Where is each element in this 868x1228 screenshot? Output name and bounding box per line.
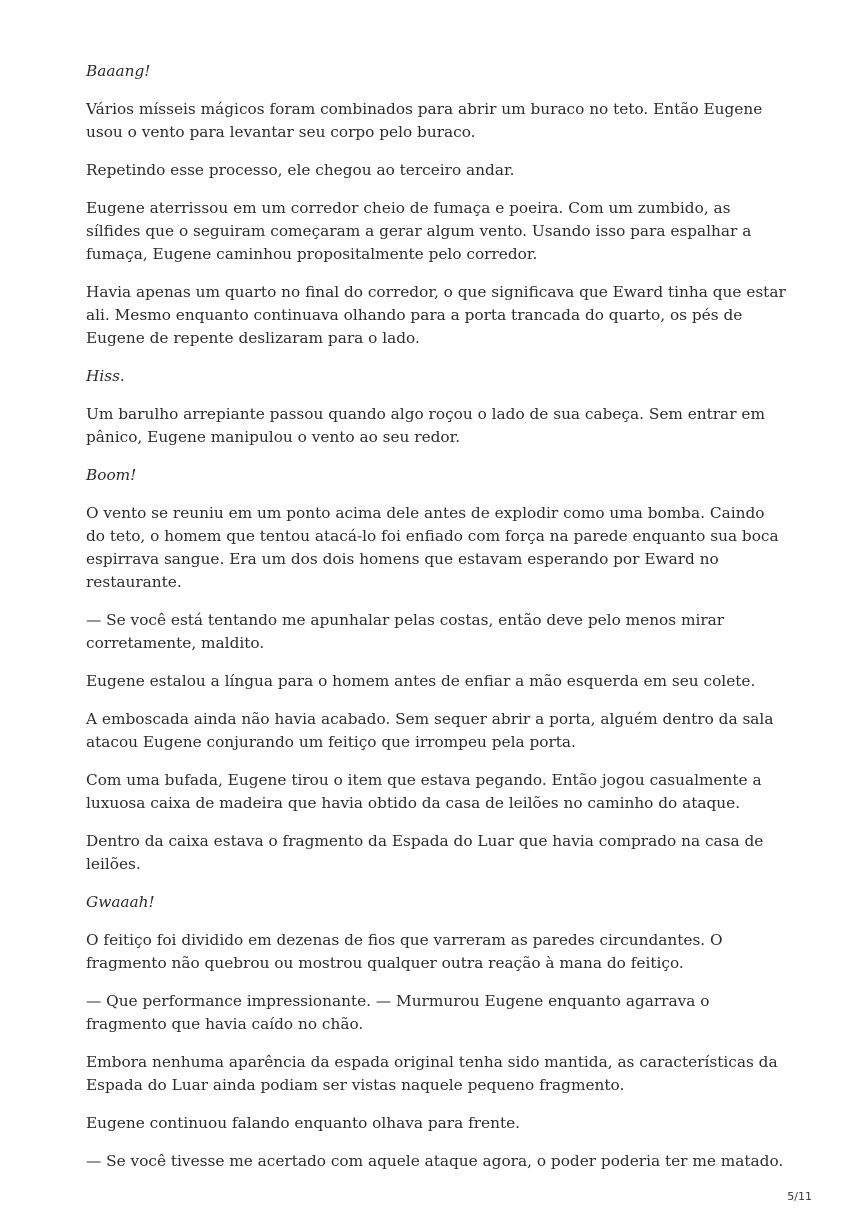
paragraph: Dentro da caixa estava o fragmento da Espada do Luar que havia comprado na casa de leilões. [86,832,764,873]
page-number: 5/11 [787,1190,812,1203]
text-body [86,60,786,1188]
paragraph: Embora nenhuma aparência da espada original tenha sido mantida, as características da Espada do Luar ainda podiam ser vistas naquele pequeno fragmento. [86,1053,778,1094]
paragraph: A emboscada ainda não havia acabado. Sem sequer abrir a porta, alguém dentro da sala atacou Eugene conjurando um feitiço que irrompeu pela porta. [86,710,774,751]
paragraph: Eugene estalou a língua para o homem antes de enfiar a mão esquerda em seu colete. [86,672,756,690]
paragraph: O feitiço foi dividido em dezenas de fios que varreram as paredes circundantes. O fragmento não quebrou ou mostrou qualquer outra reação à mana do feitiço. [86,931,723,972]
paragraph: Hiss. [86,367,125,385]
paragraph: Havia apenas um quarto no final do corredor, o que significava que Eward tinha que estar ali. Mesmo enquanto continuava olhando para a porta trancada do quarto, os pés de Eugene de repente deslizaram para o lado. [86,283,786,347]
paragraph: Eugene continuou falando enquanto olhava para frente. [86,1114,521,1132]
paragraph: Com uma bufada, Eugene tirou o item que estava pegando. Então jogou casualmente a luxuosa caixa de madeira que havia obtido da casa de leilões no caminho do ataque. [86,771,762,812]
paragraph: — Que performance impressionante. — Murmurou Eugene enquanto agarrava o fragmento que havia caído no chão. [86,992,710,1033]
paragraph: — Se você tivesse me acertado com aquele ataque agora, o poder poderia ter me matado. [86,1152,784,1170]
paragraph: O vento se reuniu em um ponto acima dele antes de explodir como uma bomba. Caindo do teto, o homem que tentou atacá-lo foi enfiado com força na parede enquanto sua boca espirrava sangue. Era um dos dois homens que estavam esperando por Eward no restaurante. [86,504,779,591]
paragraph: — Se você está tentando me apunhalar pelas costas, então deve pelo menos mirar corretamente, maldito. [86,611,725,652]
paragraph: Vários mísseis mágicos foram combinados para abrir um buraco no teto. Então Eugene usou o vento para levantar seu corpo pelo buraco. [86,100,763,141]
paragraph: Eugene aterrissou em um corredor cheio de fumaça e poeira. Com um zumbido, as sílfides que o seguiram começaram a gerar algum vento. Usando isso para espalhar a fumaça, Eugene caminhou propositalmente pelo corredor. [86,199,752,263]
paragraph: Baaang! [86,62,151,80]
paragraph: Boom! [86,466,137,484]
paragraph: Um barulho arrepiante passou quando algo roçou o lado de sua cabeça. Sem entrar em pânico, Eugene manipulou o vento ao seu redor. [86,405,765,446]
paragraph: Gwaaah! [86,893,155,911]
paragraph: Repetindo esse processo, ele chegou ao terceiro andar. [86,161,515,179]
